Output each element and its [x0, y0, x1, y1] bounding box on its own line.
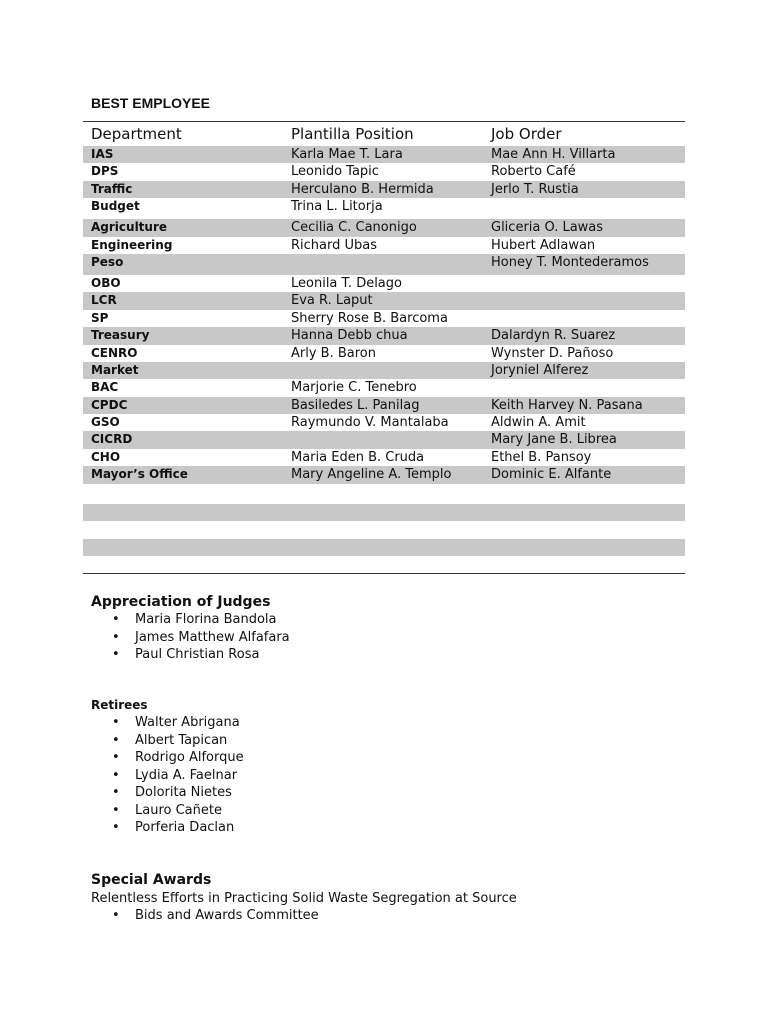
special-awards-heading: Special Awards [91, 872, 212, 888]
cell-department: Mayor’s Office [91, 467, 188, 482]
table-row [83, 275, 685, 292]
cell-plantilla-position: Leonido Tapic [291, 164, 379, 180]
cell-department: CICRD [91, 432, 133, 447]
judge-list-item: • James Matthew Alfafara [91, 630, 290, 648]
blank-shaded-row [83, 539, 685, 556]
table-row [83, 379, 685, 396]
table-row [83, 466, 685, 483]
table-row [83, 431, 685, 448]
table-row [83, 327, 685, 344]
blank-shaded-row [83, 504, 685, 521]
cell-department: DPS [91, 164, 119, 179]
table-header [83, 122, 685, 146]
cell-plantilla-position: Marjorie C. Tenebro [291, 380, 417, 396]
table-row [83, 237, 685, 254]
cell-department: BAC [91, 380, 119, 395]
cell-department: Traffic [91, 181, 133, 196]
cell-plantilla-position: Eva R. Laput [291, 293, 373, 309]
retiree-list-item: • Albert Tapican [91, 733, 244, 751]
cell-plantilla-position: Herculano B. Hermida [291, 181, 434, 197]
cell-plantilla-position: Arly B. Baron [291, 345, 376, 361]
table-row [83, 163, 685, 180]
cell-department: Agriculture [91, 220, 168, 235]
judge-list-item: • Maria Florina Bandola [91, 612, 290, 630]
special-awards-subtitle: Relentless Efforts in Practicing Solid Waste Segregation at Source [91, 891, 517, 906]
table-row [83, 146, 685, 163]
table-row [83, 254, 685, 275]
cell-plantilla-position: Karla Mae T. Lara [291, 147, 403, 162]
header-plantilla-position: Plantilla Position [291, 125, 414, 143]
cell-plantilla-position: Leonila T. Delago [291, 275, 402, 291]
retiree-list-item: • Dolorita Nietes [91, 785, 244, 803]
cell-department: OBO [91, 275, 121, 290]
table-row [83, 397, 685, 414]
special-awards-list [91, 908, 319, 926]
best-employee-table [83, 121, 685, 484]
retirees-list [91, 715, 244, 838]
cell-job-order: Joryniel Alferez [491, 362, 589, 378]
award-list-item: • Bids and Awards Committee [91, 908, 319, 926]
cell-job-order: Jerlo T. Rustia [491, 181, 579, 197]
cell-department: CPDC [91, 397, 128, 412]
cell-job-order: Aldwin A. Amit [491, 415, 586, 431]
cell-plantilla-position: Maria Eden B. Cruda [291, 449, 425, 465]
table-row [83, 292, 685, 309]
cell-job-order: Mary Jane B. Librea [491, 432, 617, 448]
cell-department: Treasury [91, 328, 150, 343]
cell-department: IAS [91, 147, 114, 161]
table-row [83, 219, 685, 236]
header-job-order: Job Order [491, 125, 562, 143]
table-row [83, 362, 685, 379]
cell-department: Peso [91, 254, 124, 269]
table-row [83, 449, 685, 466]
table-body [83, 146, 685, 484]
table-row [83, 198, 685, 219]
cell-plantilla-position: Cecilia C. Canonigo [291, 220, 417, 236]
cell-department: SP [91, 310, 109, 325]
cell-department: Market [91, 362, 139, 377]
retiree-list-item: • Porferia Daclan [91, 820, 244, 838]
cell-department: Budget [91, 199, 140, 214]
table-row [83, 310, 685, 327]
retiree-list-item: • Rodrigo Alforque [91, 750, 244, 768]
cell-job-order: Gliceria O. Lawas [491, 220, 604, 236]
judges-heading: Appreciation of Judges [91, 594, 271, 610]
cell-job-order: Hubert Adlawan [491, 237, 596, 253]
cell-plantilla-position: Trina L. Litorja [291, 199, 383, 215]
retiree-list-item: • Lauro Cañete [91, 803, 244, 821]
retiree-list-item: • Lydia A. Faelnar [91, 768, 244, 786]
cell-department: Engineering [91, 237, 173, 252]
cell-plantilla-position: Hanna Debb chua [291, 328, 408, 344]
cell-job-order: Ethel B. Pansoy [491, 449, 592, 465]
retirees-heading: Retirees [91, 698, 148, 712]
cell-job-order: Keith Harvey N. Pasana [491, 397, 643, 413]
page-title: BEST EMPLOYEE [91, 95, 211, 111]
cell-plantilla-position: Raymundo V. Mantalaba [291, 415, 449, 431]
retiree-list-item: • Walter Abrigana [91, 715, 244, 733]
cell-job-order: Roberto Café [491, 164, 576, 180]
cell-department: GSO [91, 415, 120, 430]
cell-job-order: Dalardyn R. Suarez [491, 328, 616, 344]
header-department: Department [91, 125, 182, 143]
cell-department: CHO [91, 449, 121, 464]
table-row [83, 345, 685, 362]
cell-plantilla-position: Mary Angeline A. Templo [291, 467, 452, 483]
cell-department: LCR [91, 293, 117, 308]
table-row [83, 414, 685, 431]
cell-job-order: Wynster D. Pañoso [491, 345, 614, 361]
cell-department: CENRO [91, 345, 138, 360]
judges-list [91, 612, 290, 665]
judge-list-item: • Paul Christian Rosa [91, 647, 290, 665]
cell-job-order: Honey T. Montederamos [491, 254, 649, 270]
cell-plantilla-position: Sherry Rose B. Barcoma [291, 310, 448, 326]
cell-plantilla-position: Basiledes L. Panilag [291, 397, 420, 413]
cell-plantilla-position: Richard Ubas [291, 237, 378, 253]
table-bottom-rule [83, 573, 685, 574]
table-row [83, 181, 685, 198]
cell-job-order: Dominic E. Alfante [491, 467, 612, 483]
cell-job-order: Mae Ann H. Villarta [491, 147, 616, 162]
